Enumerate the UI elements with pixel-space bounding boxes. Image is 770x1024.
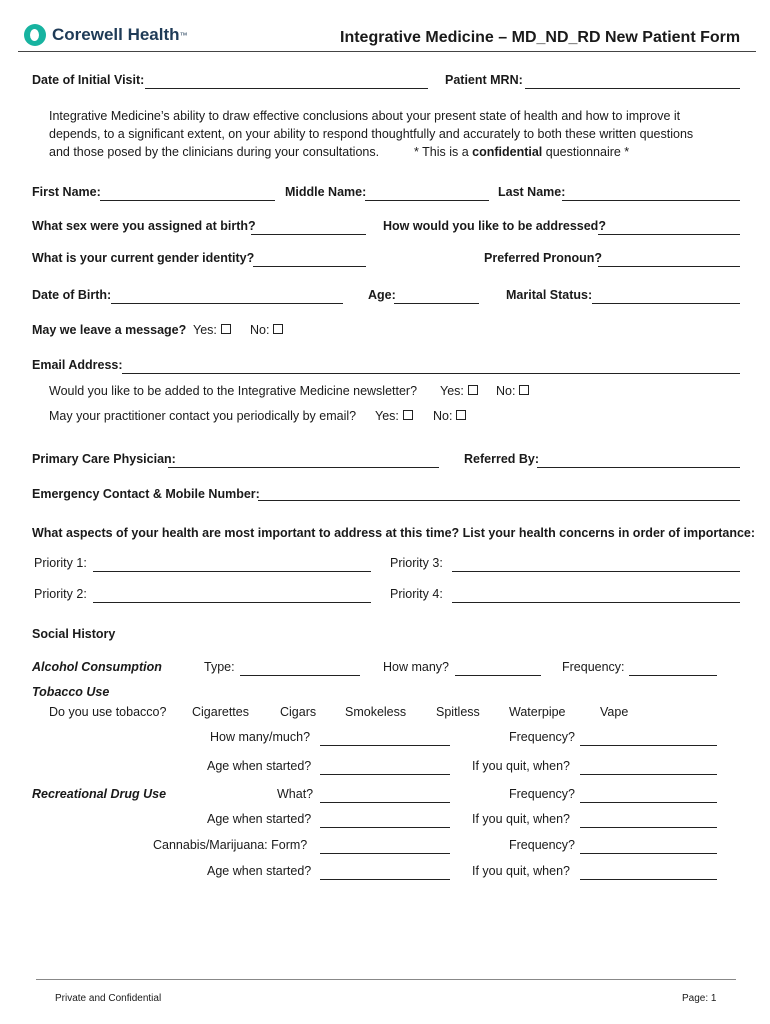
- drug-what-label: What?: [277, 787, 314, 801]
- tobacco-frequency-label: Frequency?: [509, 730, 576, 744]
- confidential-post: questionnaire *: [545, 145, 630, 159]
- referred-by-label: Referred By:: [464, 452, 540, 466]
- addressed-field[interactable]: [598, 234, 740, 235]
- social-history-heading: Social History: [32, 627, 116, 641]
- alcohol-how-many-label: How many?: [383, 660, 449, 674]
- drug-use-heading: Recreational Drug Use: [32, 787, 167, 801]
- tobacco-option[interactable]: Vape: [600, 705, 629, 719]
- pronoun-field[interactable]: [598, 266, 740, 267]
- tobacco-quit-field[interactable]: [580, 774, 717, 775]
- age-field[interactable]: [394, 303, 479, 304]
- yes-label: Yes:: [193, 323, 217, 337]
- contact-email-question: May your practitioner contact you periodically by email?: [49, 409, 357, 423]
- confidential-note: [414, 145, 629, 159]
- cannabis-quit-label: If you quit, when?: [472, 864, 570, 878]
- message-yes-checkbox[interactable]: [221, 324, 231, 334]
- middle-name-field[interactable]: [365, 200, 489, 201]
- gender-identity-label: What is your current gender identity?: [32, 251, 255, 265]
- cannabis-frequency-label: Frequency?: [509, 838, 576, 852]
- tobacco-how-much-label: How many/much?: [210, 730, 311, 744]
- yes-label: Yes:: [375, 409, 399, 423]
- priority-3-label: Priority 3:: [390, 556, 443, 570]
- footer-page-number: Page: 1: [682, 993, 717, 1004]
- tobacco-option[interactable]: Spitless: [436, 705, 480, 719]
- addressed-label: How would you like to be addressed?: [383, 219, 606, 233]
- contact-email-yes: [375, 409, 413, 423]
- no-label: No:: [496, 384, 516, 398]
- drug-age-started-field[interactable]: [320, 827, 450, 828]
- corewell-logo-icon: [24, 24, 46, 46]
- marital-status-label: Marital Status:: [506, 288, 593, 302]
- priority-1-label: Priority 1:: [34, 556, 87, 570]
- cannabis-age-started-label: Age when started?: [207, 864, 312, 878]
- newsletter-yes: [440, 384, 478, 398]
- cannabis-age-started-field[interactable]: [320, 879, 450, 880]
- gender-identity-field[interactable]: [253, 266, 366, 267]
- intro-line-2: depends, to a significant extent, on your ability to respond thoughtfully and accurately to both these written questions: [49, 127, 694, 141]
- drug-frequency-label: Frequency?: [509, 787, 576, 801]
- tobacco-option[interactable]: Cigars: [280, 705, 317, 719]
- sex-at-birth-label: What sex were you assigned at birth?: [32, 219, 256, 233]
- tobacco-age-started-field[interactable]: [320, 774, 450, 775]
- alcohol-type-label: Type:: [204, 660, 235, 674]
- corewell-health-logo: [24, 24, 188, 46]
- cannabis-form-field[interactable]: [320, 853, 450, 854]
- contact-email-no: [433, 409, 466, 423]
- email-label: Email Address:: [32, 358, 123, 372]
- leave-message-label: May we leave a message?: [32, 323, 187, 337]
- tobacco-frequency-field[interactable]: [580, 745, 717, 746]
- header-divider: [18, 51, 756, 52]
- drug-quit-label: If you quit, when?: [472, 812, 570, 826]
- marital-status-field[interactable]: [592, 303, 740, 304]
- footer-private: Private and Confidential: [55, 993, 162, 1004]
- priority-2-label: Priority 2:: [34, 587, 87, 601]
- no-label: No:: [433, 409, 453, 423]
- confidential-pre: * This is a: [414, 145, 469, 159]
- form-title: Integrative Medicine – MD_ND_RD New Patient Form: [340, 29, 741, 46]
- alcohol-type-field[interactable]: [240, 675, 360, 676]
- tobacco-option[interactable]: Smokeless: [345, 705, 407, 719]
- footer-divider: [36, 979, 736, 980]
- middle-name-label: Middle Name:: [285, 185, 367, 199]
- drug-age-started-label: Age when started?: [207, 812, 312, 826]
- pcp-field[interactable]: [168, 467, 439, 468]
- age-label: Age:: [368, 288, 396, 302]
- emergency-contact-label: Emergency Contact & Mobile Number:: [32, 487, 260, 501]
- newsletter-question: Would you like to be added to the Integrative Medicine newsletter?: [49, 384, 418, 398]
- alcohol-frequency-label: Frequency:: [562, 660, 625, 674]
- patient-mrn-field[interactable]: [525, 88, 740, 89]
- contact-no-checkbox[interactable]: [456, 410, 466, 420]
- priority-3-field[interactable]: [452, 571, 740, 572]
- priority-2-field[interactable]: [93, 602, 371, 603]
- yes-label: Yes:: [440, 384, 464, 398]
- leave-message-yes: [193, 323, 231, 337]
- message-no-checkbox[interactable]: [273, 324, 283, 334]
- confidential-word: confidential: [472, 145, 543, 159]
- email-field[interactable]: [122, 373, 740, 374]
- sex-at-birth-field[interactable]: [251, 234, 366, 235]
- cannabis-frequency-field[interactable]: [580, 853, 717, 854]
- priority-4-label: Priority 4:: [390, 587, 443, 601]
- last-name-field[interactable]: [562, 200, 740, 201]
- referred-by-field[interactable]: [537, 467, 740, 468]
- drug-what-field[interactable]: [320, 802, 450, 803]
- tobacco-how-much-field[interactable]: [320, 745, 450, 746]
- pcp-label: Primary Care Physician:: [32, 452, 176, 466]
- pronoun-label: Preferred Pronoun?: [484, 251, 603, 265]
- date-initial-visit-field[interactable]: [145, 88, 428, 89]
- contact-yes-checkbox[interactable]: [403, 410, 413, 420]
- priority-4-field[interactable]: [452, 602, 740, 603]
- date-initial-visit-label: Date of Initial Visit:: [32, 73, 145, 87]
- newsletter-no-checkbox[interactable]: [519, 385, 529, 395]
- newsletter-no: [496, 384, 529, 398]
- drug-frequency-field[interactable]: [580, 802, 717, 803]
- tobacco-age-started-label: Age when started?: [207, 759, 312, 773]
- last-name-label: Last Name:: [498, 185, 566, 199]
- cannabis-form-label: Cannabis/Marijuana: Form?: [153, 838, 308, 852]
- trademark: ™: [179, 30, 188, 40]
- first-name-label: First Name:: [32, 185, 101, 199]
- cannabis-quit-field[interactable]: [580, 879, 717, 880]
- newsletter-yes-checkbox[interactable]: [468, 385, 478, 395]
- alcohol-how-many-field[interactable]: [455, 675, 541, 676]
- alcohol-heading: Alcohol Consumption: [32, 660, 162, 674]
- brand-name: Corewell Health: [52, 25, 180, 44]
- first-name-field[interactable]: [100, 200, 275, 201]
- emergency-contact-field[interactable]: [258, 500, 740, 501]
- tobacco-heading: Tobacco Use: [32, 685, 110, 699]
- patient-mrn-label: Patient MRN:: [445, 73, 523, 87]
- drug-quit-field[interactable]: [580, 827, 717, 828]
- leave-message-no: [250, 323, 283, 337]
- priorities-question: What aspects of your health are most important to address at this time? List your health concerns in order of importance:: [32, 526, 756, 540]
- no-label: No:: [250, 323, 270, 337]
- intro-line-3: and those posed by the clinicians during your consultations.: [49, 145, 380, 159]
- tobacco-quit-label: If you quit, when?: [472, 759, 570, 773]
- alcohol-frequency-field[interactable]: [629, 675, 717, 676]
- use-tobacco-question: Do you use tobacco?: [49, 705, 167, 719]
- tobacco-option[interactable]: Waterpipe: [509, 705, 566, 719]
- dob-field[interactable]: [111, 303, 343, 304]
- priority-1-field[interactable]: [93, 571, 371, 572]
- intro-line-1: Integrative Medicine’s ability to draw effective conclusions about your present state of health and how to improve it: [49, 109, 681, 123]
- dob-label: Date of Birth:: [32, 288, 112, 302]
- tobacco-option[interactable]: Cigarettes: [192, 705, 249, 719]
